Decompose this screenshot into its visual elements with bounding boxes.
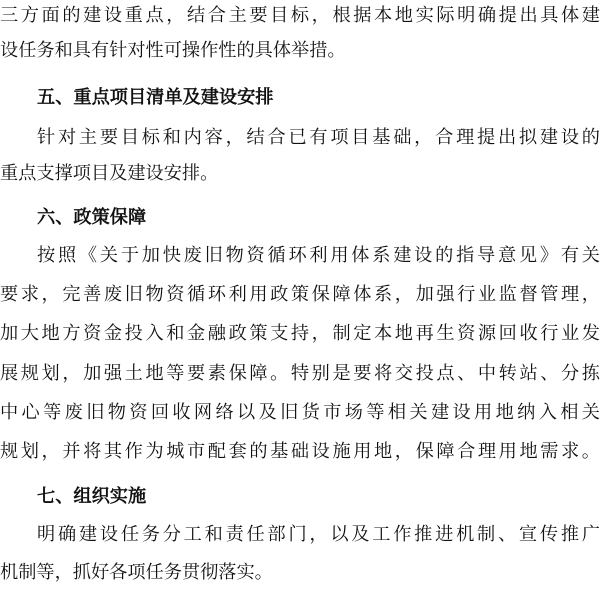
paragraph-line: 重点支撑项目及建设安排。 [0,163,219,184]
paragraph-line: 按照《关于加快废旧物资循环利用体系建设的指导意见》有关 [37,245,600,266]
paragraph-line: 加大地方资金投入和金融政策支持，制定本地再生资源回收行业发 [0,323,600,344]
paragraph-line: 针对主要目标和内容，结合已有项目基础，合理提出拟建设的 [37,127,600,148]
paragraph-line: 展规划，加强土地等要素保障。特别是要将交投点、中转站、分拣 [0,363,600,384]
section-heading: 六、政策保障 [37,207,147,228]
section-heading: 五、重点项目清单及建设安排 [37,87,274,108]
paragraph-line: 中心等废旧物资回收网络以及旧货市场等相关建设用地纳入相关 [0,402,600,423]
paragraph-line: 明确建设任务分工和责任部门，以及工作推进机制、宣传推广 [37,524,600,545]
paragraph-line: 要求，完善废旧物资循环利用政策保障体系，加强行业监督管理， [0,284,600,305]
section-heading: 七、组织实施 [37,486,147,507]
paragraph-line: 三方面的建设重点，结合主要目标，根据本地实际明确提出具体建 [0,5,600,26]
paragraph-line: 机制等，抓好各项任务贯彻落实。 [0,562,273,583]
paragraph-line: 规划，并将其作为城市配套的基础设施用地，保障合理用地需求。 [0,441,600,462]
paragraph-line: 设任务和具有针对性可操作性的具体举措。 [0,40,346,61]
